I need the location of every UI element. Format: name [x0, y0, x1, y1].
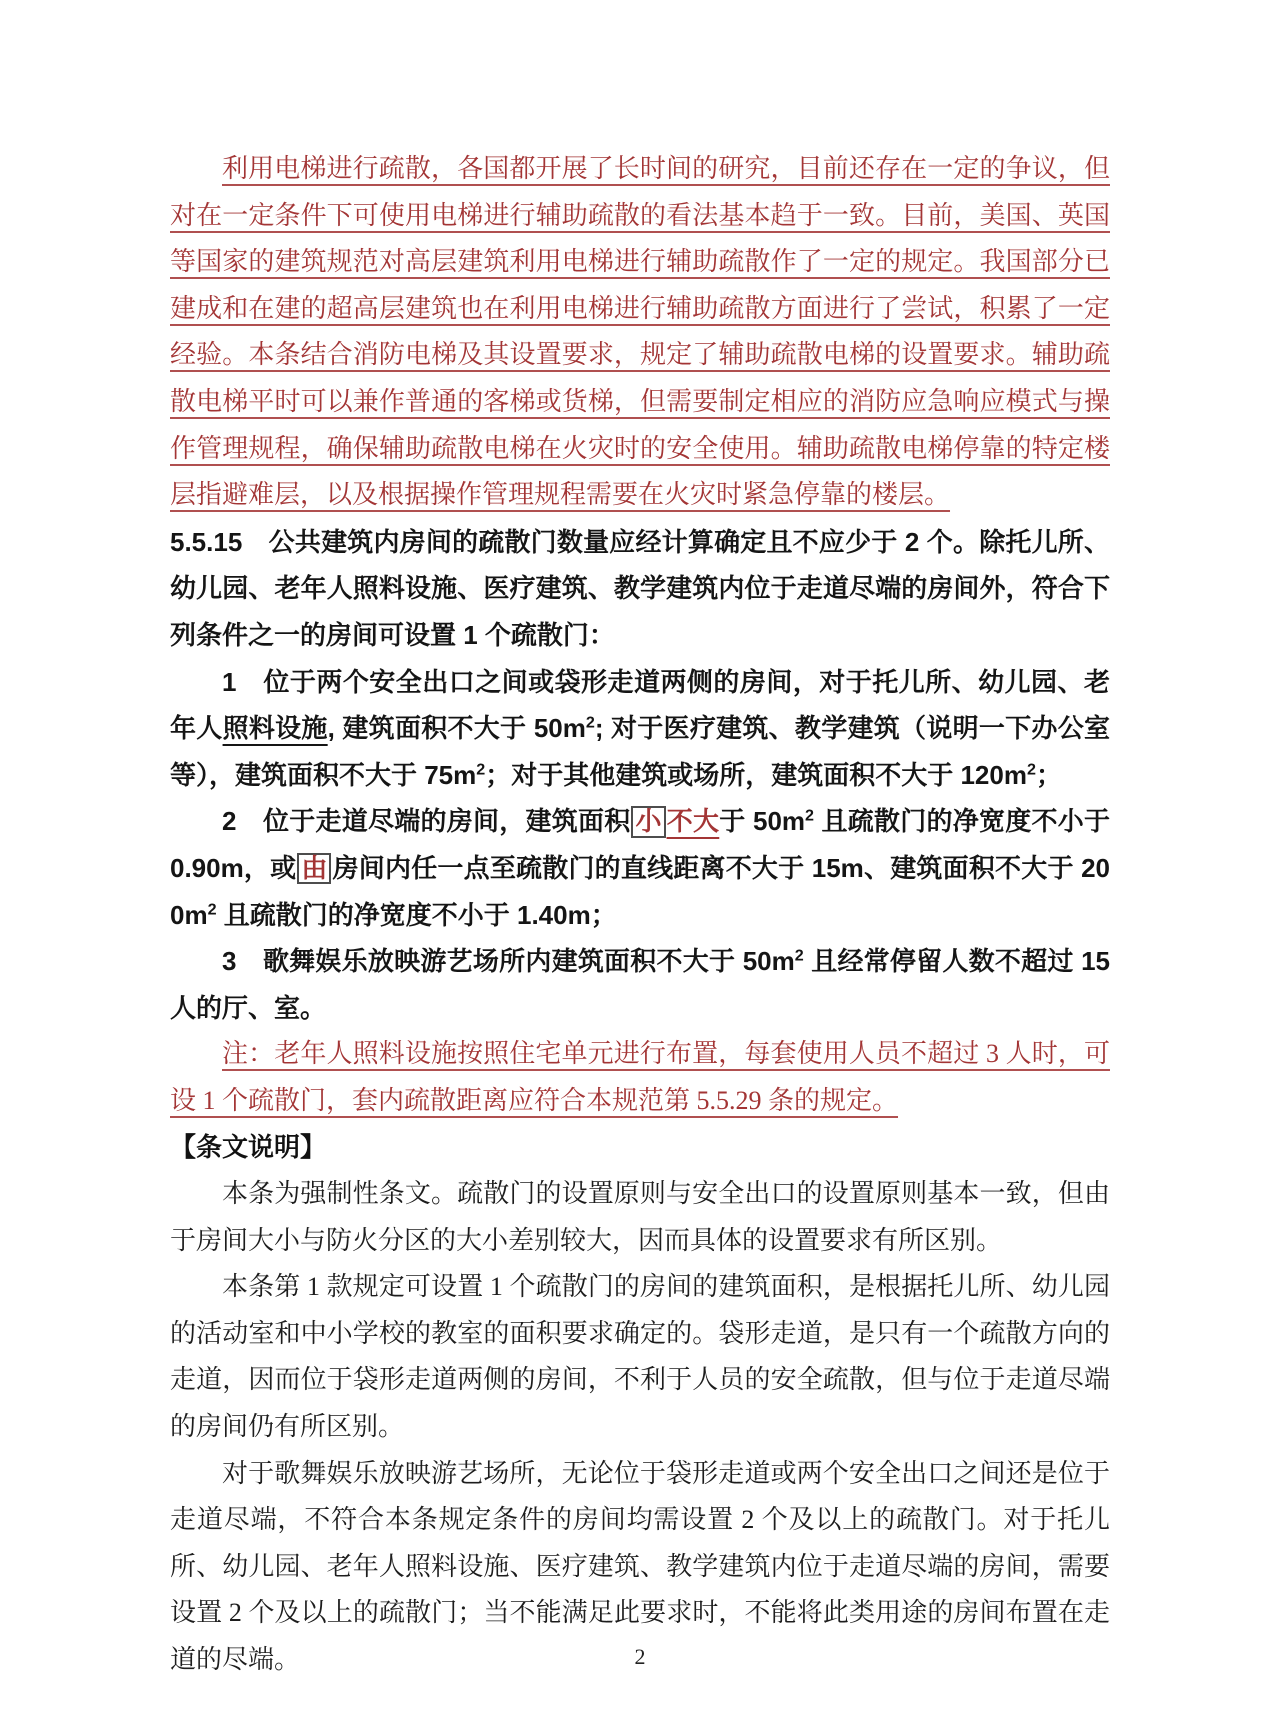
text-run: , 建筑面积不大于 50m [327, 713, 586, 744]
text-run: 2 [207, 899, 217, 918]
commentary-para-2 [170, 1264, 1110, 1450]
text-run: 且疏散门的净宽度不小于 0.90m，或 [170, 806, 1110, 883]
text-run: 2 [805, 806, 814, 825]
text-run: 5.5.15 公共建筑内房间的疏散门数量应经计算确定且不应少于 2 个。除托儿所、幼儿园、老年人照料设施、医疗建筑、教学建筑内位于走道尽端的房间外，符合下列条件之一的房间可设置 1 个疏散门： [170, 526, 1110, 650]
text-run: 小 [631, 806, 665, 837]
text-run: 1 位于两个安全出口之间或袋形走道两侧的房间，对于托儿所、幼儿园、老年人 [170, 666, 1110, 744]
red-commentary-paragraph [170, 146, 1110, 519]
text-run: 2 [585, 713, 595, 732]
text-run: 2 [476, 760, 486, 779]
text-run: 于 50m [719, 806, 806, 837]
clause-5-5-15 [170, 519, 1110, 659]
text-run: 本条为强制性条文。疏散门的设置原则与安全出口的设置原则基本一致，但由于房间大小与防火分区的大小差别较大，因而具体的设置要求有所区别。 [170, 1179, 1110, 1255]
text-run: 2 [794, 946, 804, 965]
document-page [170, 146, 1110, 1684]
text-run: ；对于其他建筑或场所，建筑面积不大于 120m [485, 759, 1027, 790]
text-run: 不大 [666, 806, 720, 837]
text-run: ； [1035, 759, 1062, 790]
text-run: 照料设施 [222, 713, 328, 744]
text-run: 且经常停留人数不超过 15 人的厅、室。 [170, 946, 1110, 1023]
text-run: 房间内任一点至疏散门的直线距离不大于 15m、建筑面积不大于 200m [170, 852, 1111, 930]
text-run: 【条文说明】 [170, 1132, 327, 1163]
text-run: 2 [1026, 760, 1036, 779]
clause-item-3 [170, 938, 1110, 1031]
commentary-heading [170, 1124, 1110, 1171]
clause-note [170, 1031, 1110, 1124]
clause-item-2 [170, 798, 1110, 938]
text-run: 由 [297, 853, 331, 884]
page-number: 2 [634, 1644, 646, 1669]
text-run: 对于歌舞娱乐放映游艺场所，无论位于袋形走道或两个安全出口之间还是位于走道尽端，不符合本条规定条件的房间均需设置 2 个及以上的疏散门。对于托儿所、幼儿园、老年人照料设施、医疗建筑、教学建筑内位于走道尽端的房间，需要设置 2 个及以上的疏散门；当不能满足此要求时，不能将此类用途的房间布置在走道的尽端。 [170, 1458, 1110, 1674]
commentary-para-1 [170, 1171, 1110, 1264]
text-run: 3 歌舞娱乐放映游艺场所内建筑面积不大于 50m [222, 946, 795, 977]
text-run: 注：老年人照料设施按照住宅单元进行布置，每套使用人员不超过 3 人时，可设 1 个疏散门，套内疏散距离应符合本规范第 5.5.29 条的规定。 [170, 1039, 1110, 1115]
text-run: ; 对于医疗建筑、教学建筑（说明一下办公室等），建筑面积不大于 75m [170, 713, 1110, 790]
text-run: 2 位于走道尽端的房间，建筑面积 [222, 806, 631, 837]
clause-item-1 [170, 659, 1110, 799]
text-run: 本条第 1 款规定可设置 1 个疏散门的房间的建筑面积，是根据托儿所、幼儿园的活动室和中小学校的教室的面积要求确定的。袋形走道，是只有一个疏散方向的走道，因而位于袋形走道两侧的房间，不利于人员的安全疏散，但与位于走道尽端的房间仍有所区别。 [170, 1272, 1110, 1442]
text-run: 且疏散门的净宽度不小于 1.40m； [216, 899, 617, 930]
text-run: 利用电梯进行疏散，各国都开展了长时间的研究，目前还存在一定的争议，但对在一定条件下可使用电梯进行辅助疏散的看法基本趋于一致。目前，美国、英国等国家的建筑规范对高层建筑利用电梯进行辅助疏散作了一定的规定。我国部分已建成和在建的超高层建筑也在利用电梯进行辅助疏散方面进行了尝试，积累了一定经验。本条结合消防电梯及其设置要求，规定了辅助疏散电梯的设置要求。辅助疏散电梯平时可以兼作普通的客梯或货梯，但需要制定相应的消防应急响应模式与操作管理规程，确保辅助疏散电梯在火灾时的安全使用。辅助疏散电梯停靠的特定楼层指避难层，以及根据操作管理规程需要在火灾时紧急停靠的楼层。 [170, 154, 1110, 510]
